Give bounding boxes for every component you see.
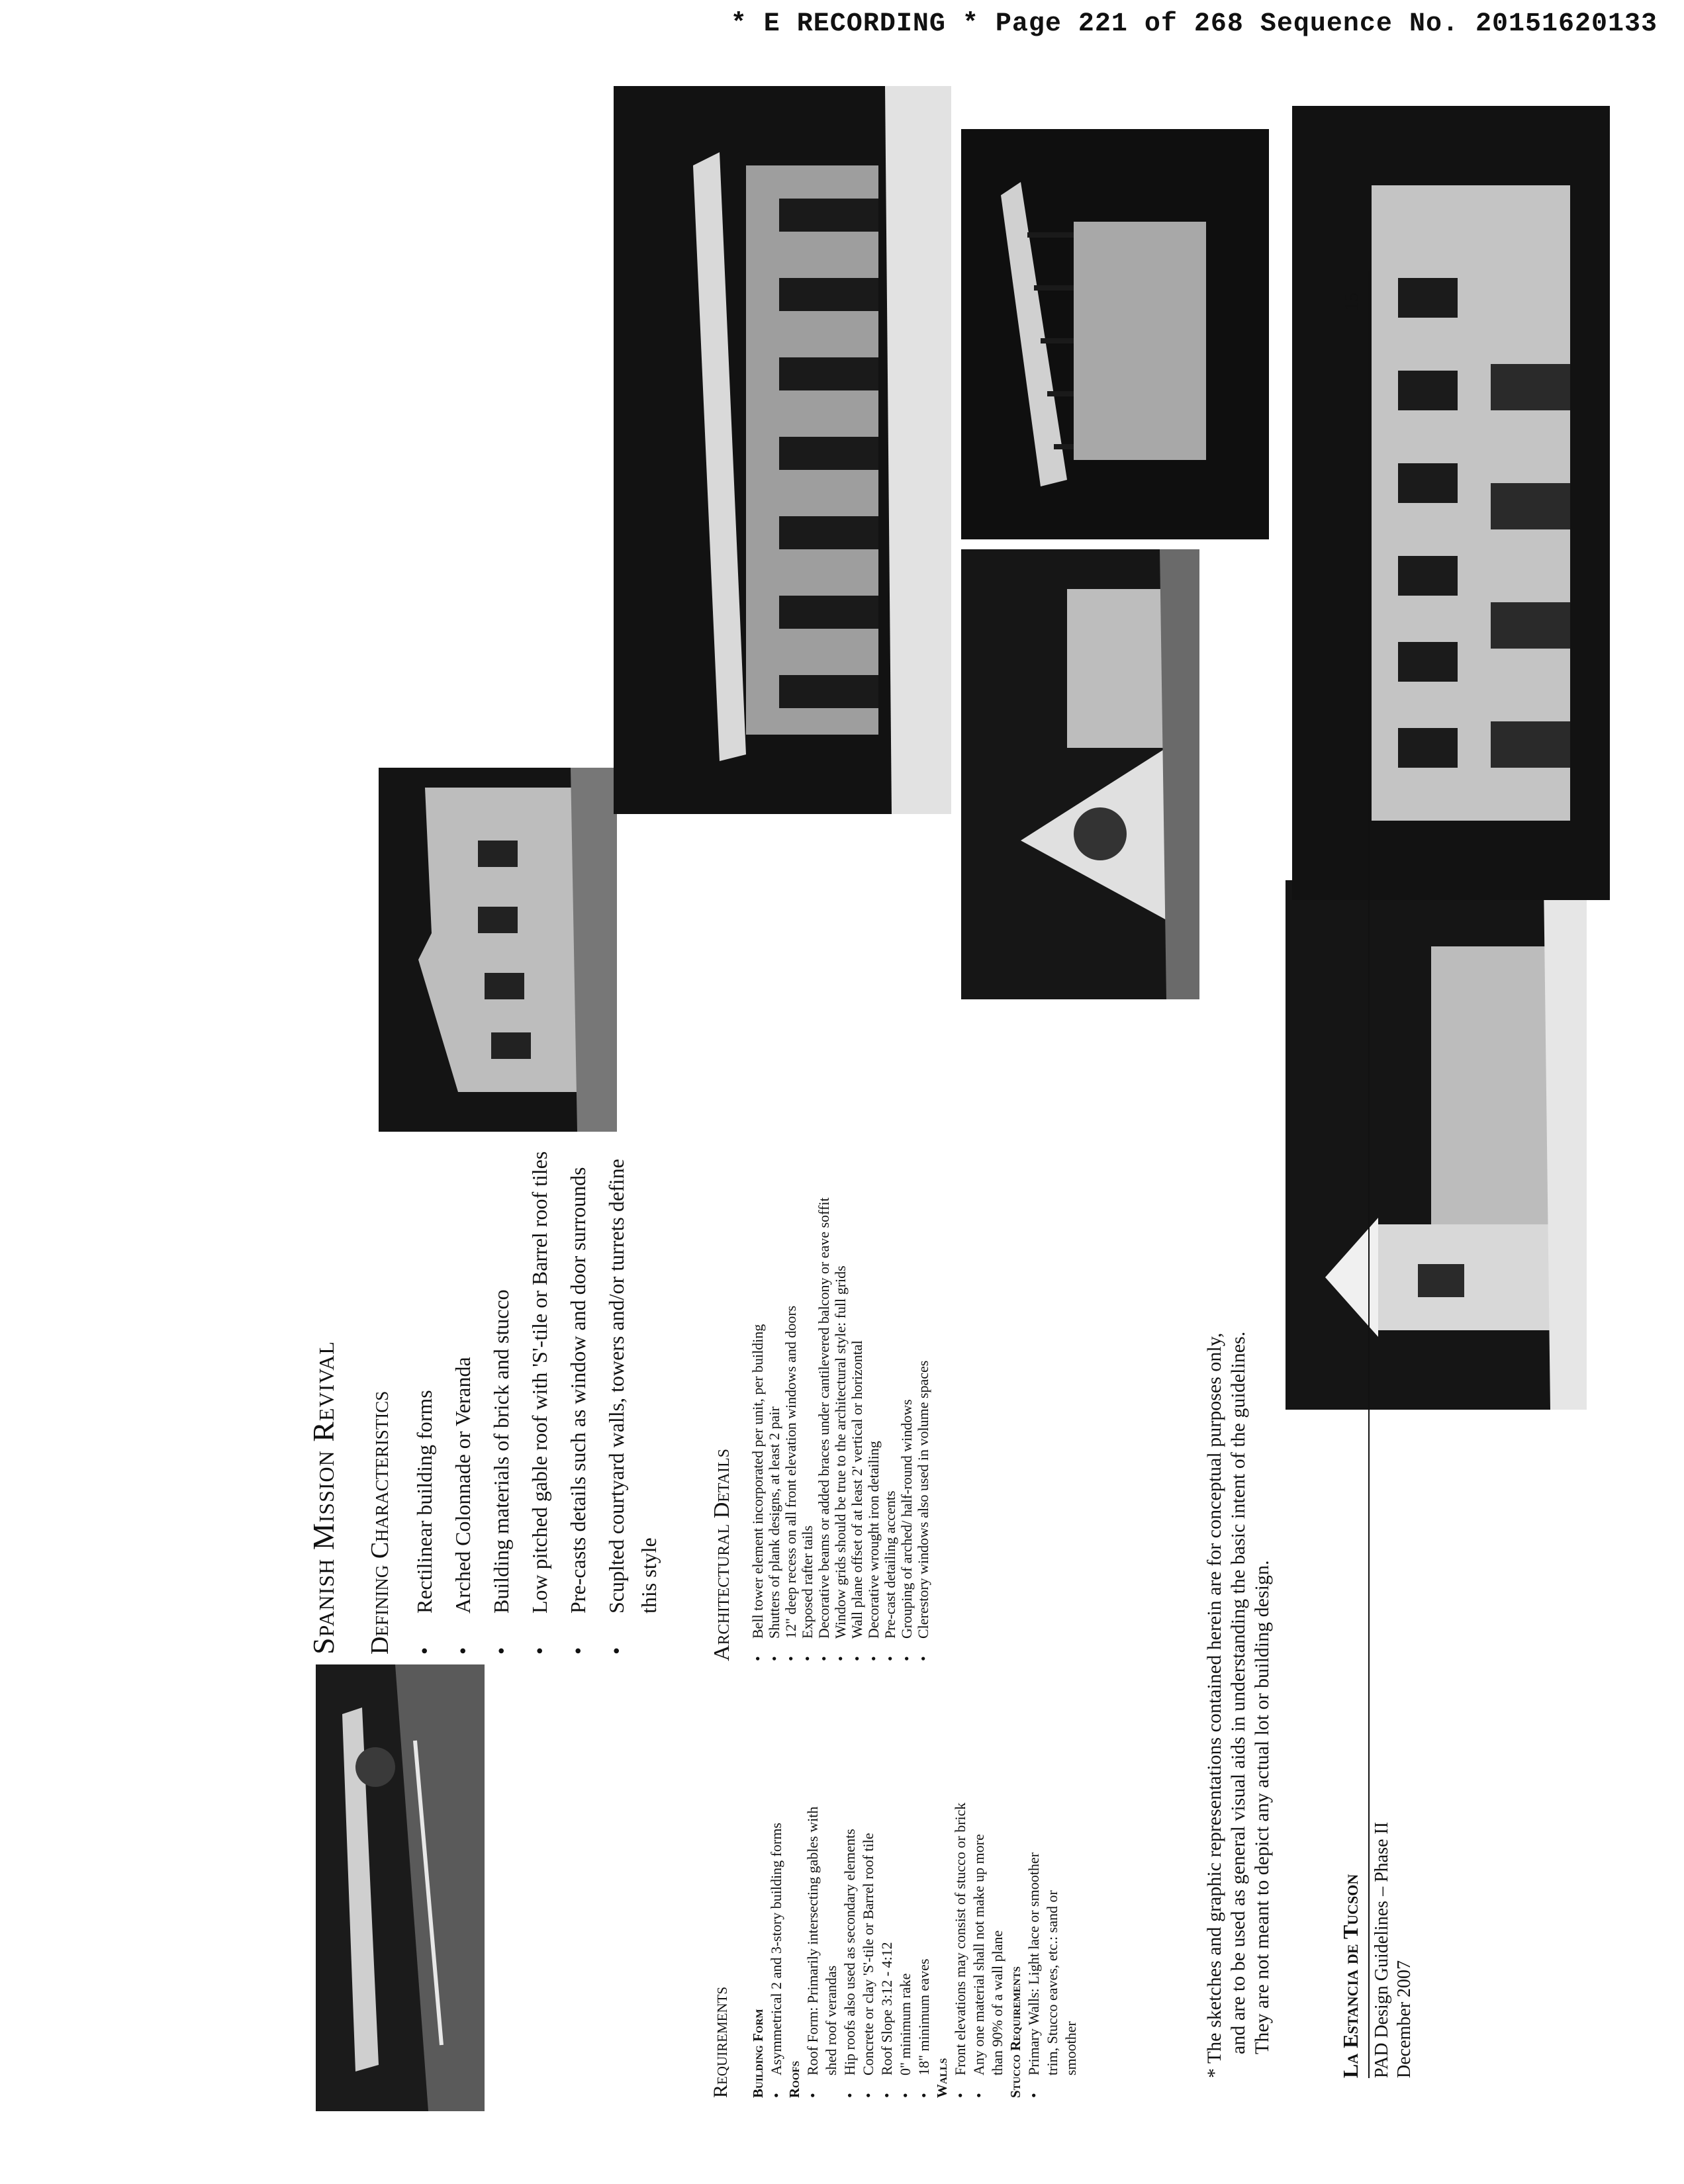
footer-rule [1368, 271, 1370, 2078]
defining-characteristics-list [405, 1112, 635, 1655]
photo-two-story-arches [1292, 106, 1610, 900]
list-item: • Concrete or clay 'S'-tile or Barrel roof tile [859, 1674, 878, 2098]
list-item: • Building materials of brick and stucco [482, 1112, 520, 1655]
roofs-list-more [841, 1674, 933, 2098]
disclaimer-line-2: and are to be used as general visual aids in understanding the basic intent of the guidelines. [1227, 1331, 1249, 2054]
defining-characteristics-heading: Defining Characteristics [366, 1390, 394, 1655]
list-item: • 0" minimum rake [896, 1674, 915, 2098]
walls-continuation: than 90% of a wall plane [989, 1930, 1006, 2075]
photo-arched-colonnade [614, 86, 951, 814]
footer-subtitle: PAD Design Guidelines – Phase II [1372, 1821, 1392, 2078]
list-item: • Shutters of plank designs, at least 2 pair [766, 973, 782, 1661]
list-item: • Hip roofs also used as secondary elements [841, 1674, 859, 2098]
walls-label: Walls [934, 2058, 950, 2098]
list-item: • Primary Walls: Light lace or smoother [1025, 1674, 1043, 2098]
footer-brand: La Estancia de Tucson [1338, 1874, 1362, 2078]
stucco-list [1025, 1674, 1043, 2098]
list-item: • Asymmetrical 2 and 3-story building forms [767, 1674, 786, 2098]
page-number: 15 [1342, 293, 1362, 311]
photo-courtyard-building [379, 768, 617, 1132]
building-form-list [767, 1674, 786, 2098]
disclaimer [1203, 1218, 1274, 2078]
architectural-details-list [749, 973, 931, 1661]
list-item: • Rectilinear building forms [405, 1112, 444, 1655]
rotated-page-content [279, 265, 1438, 2118]
list-item: • Bell tower element incorporated per unit, per building [749, 973, 766, 1661]
list-item: • Pre-casts details such as window and door surrounds [559, 1112, 597, 1655]
style-title: Spanish Mission Revival [306, 1341, 340, 1655]
list-item: • 18" minimum eaves [915, 1674, 933, 2098]
list-item: • Clerestory windows also used in volume spaces [915, 973, 931, 1661]
list-item: • Wall plane offset of at least 2' vertical or horizontal [849, 973, 865, 1661]
walls-list [951, 1674, 988, 2098]
list-item: • Window grids should be true to the architectural style: full grids [832, 973, 849, 1661]
photo-gabled-facade [961, 549, 1199, 999]
architectural-details-heading: Architectural Details [710, 1449, 734, 1661]
list-item: • Arched Colonnade or Veranda [444, 1112, 482, 1655]
roofs-list [804, 1674, 822, 2098]
footer-date: December 2007 [1394, 1960, 1415, 2078]
list-item: • Scuplted courtyard walls, towers and/or turrets define [597, 1112, 635, 1655]
list-item: • Pre-cast detailing accents [882, 973, 898, 1661]
building-form-label: Building Form [750, 2009, 766, 2098]
defining-continuation: this style [637, 1537, 661, 1614]
disclaimer-line-1: * The sketches and graphic representations contained herein are for conceptual purposes only, [1203, 1332, 1225, 2078]
list-item: • 12" deep recess on all front elevation windows and doors [782, 973, 799, 1661]
list-item: • Grouping of arched/ half-round windows [898, 973, 915, 1661]
photo-street-view [316, 1664, 485, 2111]
list-item: • Decorative wrought iron detailing [865, 973, 882, 1661]
list-item: • Exposed rafter tails [799, 973, 816, 1661]
roofs-label: Roofs [786, 2060, 802, 2098]
stucco-continuation-1: trim, Stucco eaves, etc.: sand or [1044, 1890, 1060, 2075]
disclaimer-line-3: They are not meant to depict any actual lot or building design. [1251, 1560, 1273, 2054]
photo-rafter-detail [961, 129, 1269, 539]
requirements-block [749, 1674, 1080, 2098]
photo-bell-tower-home [1286, 880, 1587, 1410]
list-item: • Front elevations may consist of stucco or brick [951, 1674, 970, 2098]
list-item: • Roof Form: Primarily intersecting gables with [804, 1674, 822, 2098]
list-item: • Decorative beams or added braces under cantilevered balcony or eave soffit [816, 973, 832, 1661]
requirements-heading: Requirements [710, 1986, 731, 2098]
list-item: • Any one material shall not make up more [970, 1674, 988, 2098]
stucco-continuation-2: smoother [1062, 2021, 1079, 2075]
stucco-label: Stucco Requirements [1007, 1966, 1023, 2098]
roofs-continuation: shed roof verandas [823, 1965, 839, 2075]
list-item: • Roof Slope 3:12 - 4:12 [878, 1674, 896, 2098]
recording-stamp: * E RECORDING * Page 221 of 268 Sequence No. 20151620133 [730, 9, 1658, 39]
list-item: • Low pitched gable roof with 'S'-tile or Barrel roof tiles [520, 1112, 559, 1655]
